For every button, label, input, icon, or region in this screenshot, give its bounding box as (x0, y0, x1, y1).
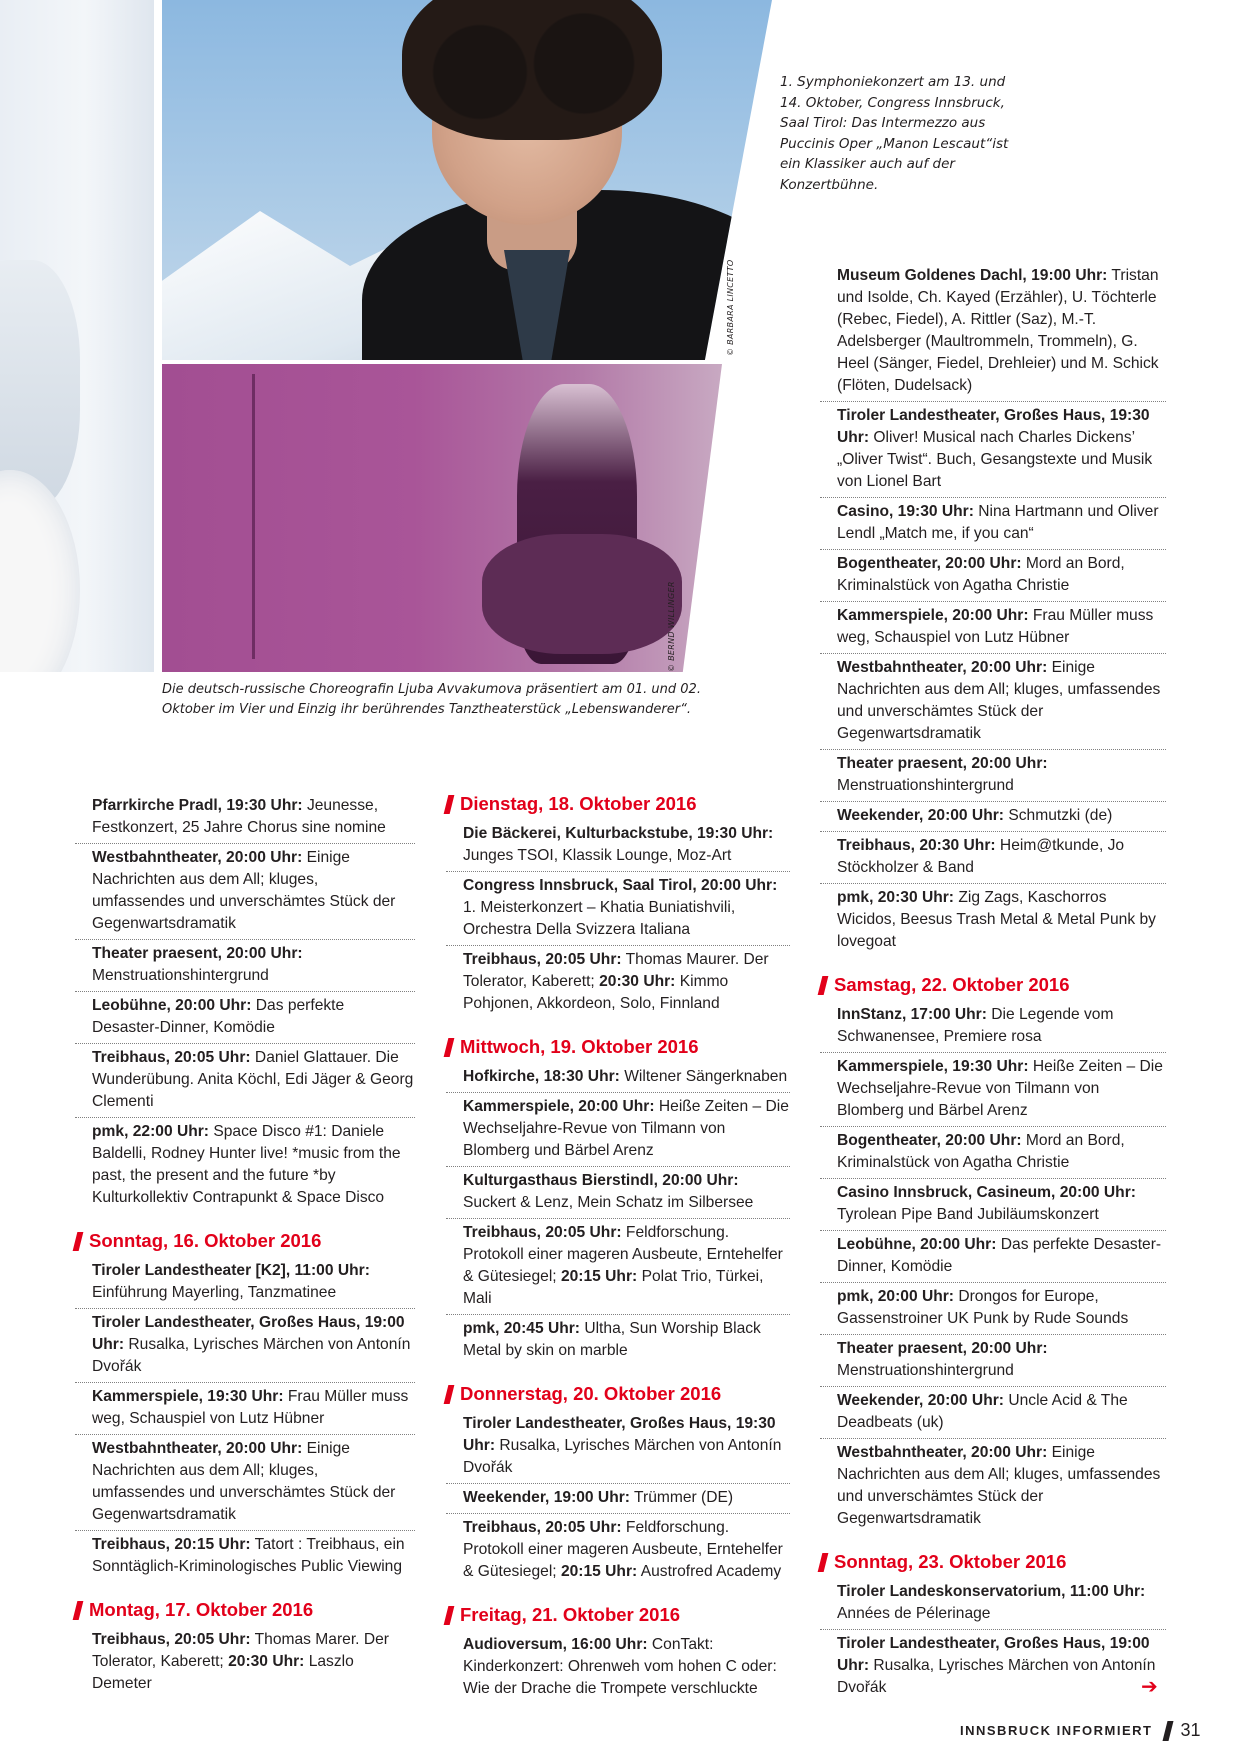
event-description: Oliver! Musical nach Charles Dickens’ „Oliver Twist“. Buch, Gesangstexte und Musik von Lionel Bart (837, 429, 1153, 490)
event-venue-time: Congress Innsbruck, Saal Tirol, 20:00 Uhr: (463, 877, 778, 894)
event-description: Heim@tkunde, Jo Stöckholzer & Band (837, 837, 1125, 876)
event-list (820, 262, 1166, 957)
day-heading: Samstag, 22. Oktober 2016 (820, 973, 1166, 997)
event-entry (820, 1387, 1166, 1439)
day-heading: Montag, 17. Oktober 2016 (75, 1598, 415, 1622)
continue-arrow-icon: ➔ (1141, 1674, 1158, 1698)
event-entry (75, 1044, 415, 1118)
event-venue-time: Kammerspiele, 19:30 Uhr: (92, 1388, 284, 1405)
day-heading: Sonntag, 16. Oktober 2016 (75, 1229, 415, 1253)
event-venue-time: Casino, 19:30 Uhr: (837, 503, 974, 520)
event-description: Die Legende vom Schwanensee, Premiere rosa (837, 1006, 1114, 1045)
event-description: Menstruationshintergrund (837, 777, 1014, 794)
event-venue-time: Die Bäckerei, Kulturbackstube, 19:30 Uhr: (463, 825, 774, 842)
event-entry (446, 946, 790, 1019)
photo-choreographer (162, 364, 722, 672)
event-description: Einige Nachrichten aus dem All; kluges, umfassendes und unverschämtes Stück der Gegenwartsdramatik (92, 849, 396, 932)
event-description: Das perfekte Desaster-Dinner, Komödie (92, 997, 345, 1036)
event-venue-time: Pfarrkirche Pradl, 19:30 Uhr: (92, 797, 303, 814)
event-venue-time: pmk, 20:30 Uhr: (837, 889, 954, 906)
event-description: Einige Nachrichten aus dem All; kluges, umfassendes und unverschämtes Stück der Gegenwartsdramatik (92, 1440, 396, 1523)
event-entry (75, 792, 415, 844)
event-description: Menstruationshintergrund (837, 1362, 1014, 1379)
event-time-secondary: 20:30 Uhr: (223, 1653, 305, 1670)
footer-divider (1162, 1721, 1173, 1741)
day-marker (73, 1601, 84, 1620)
day-heading: Freitag, 21. Oktober 2016 (446, 1603, 790, 1627)
day-heading: Donnerstag, 20. Oktober 2016 (446, 1382, 790, 1406)
event-entry (75, 1435, 415, 1531)
event-entry (820, 1231, 1166, 1283)
event-description: Tyrolean Pipe Band Jubiläumskonzert (837, 1206, 1099, 1223)
event-venue-time: Weekender, 20:00 Uhr: (837, 1392, 1004, 1409)
event-venue-time: Treibhaus, 20:30 Uhr: (837, 837, 996, 854)
event-venue-time: Treibhaus, 20:05 Uhr: (463, 1519, 622, 1536)
event-entry (75, 1383, 415, 1435)
event-entry (820, 402, 1166, 498)
event-venue-time: Weekender, 20:00 Uhr: (837, 807, 1004, 824)
event-venue-time: Audioversum, 16:00 Uhr: (463, 1636, 648, 1653)
event-description: Das perfekte Desaster-Dinner, Komödie (837, 1236, 1162, 1275)
event-venue-time: pmk, 22:00 Uhr: (92, 1123, 209, 1140)
event-description: Einige Nachrichten aus dem All; kluges, umfassendes und unverschämtes Stück der Gegenwartsdramatik (837, 1444, 1161, 1527)
event-description: Jeunesse, Festkonzert, 25 Jahre Chorus sine nomine (92, 797, 386, 836)
caption-symphony: 1. Symphoniekonzert am 13. und 14. Oktober, Congress Innsbruck, Saal Tirol: Das Intermezzo aus Puccinis Oper „Manon Lescaut“ist ein Klassiker auch auf der Konzertbühne. (780, 74, 1009, 193)
event-description: Menstruationshintergrund (92, 967, 269, 984)
event-entry (446, 1514, 790, 1587)
event-entry (820, 1578, 1166, 1630)
event-description-secondary: Polat Trio, Türkei, Mali (463, 1268, 764, 1307)
day-marker (444, 1038, 455, 1057)
event-venue-time: Treibhaus, 20:05 Uhr: (92, 1049, 251, 1066)
event-entry (75, 1118, 415, 1213)
photo-symphony-conductor (162, 0, 772, 360)
event-list (75, 1257, 415, 1582)
event-list (820, 1001, 1166, 1534)
day-heading: Dienstag, 18. Oktober 2016 (446, 792, 790, 816)
event-entry (820, 832, 1166, 884)
event-entry (446, 820, 790, 872)
event-description: Heiße Zeiten – Die Wechseljahre-Revue von Tilmann von Blomberg und Bärbel Arenz (463, 1098, 789, 1159)
event-description: Feldforschung. Protokoll einer mageren Ausbeute, Erntehelfer & Gütesiegel; (463, 1519, 783, 1580)
event-venue-time: Theater praesent, 20:00 Uhr: (837, 1340, 1048, 1357)
day-marker (444, 1606, 455, 1625)
event-venue-time: Kammerspiele, 20:00 Uhr: (837, 607, 1029, 624)
event-entry (446, 872, 790, 946)
event-venue-time: Tiroler Landestheater, Großes Haus, 19:00 Uhr: (837, 1635, 1150, 1674)
event-entry (446, 1219, 790, 1315)
event-description: Nina Hartmann und Oliver Lendl „Match me, if you can“ (837, 503, 1159, 542)
event-description: Einige Nachrichten aus dem All; kluges, umfassendes und unverschämtes Stück der Gegenwartsdramatik (837, 659, 1161, 742)
event-column-2 (446, 792, 790, 1704)
event-list (446, 1063, 790, 1366)
event-venue-time: Tiroler Landestheater, Großes Haus, 19:30 Uhr: (837, 407, 1150, 446)
event-description: Rusalka, Lyrisches Märchen von Antonín Dvořák (92, 1336, 411, 1375)
event-description: Tristan und Isolde, Ch. Kayed (Erzähler), U. Töchterle (Rebec, Fiedel), A. Rittler (Saz), M.-T. Adelsberger (Maultrommeln, Trommeln), G. Heel (Sänger, Fiedel, Drehleier) und M. Schick (Flöten, Dudelsack) (837, 267, 1159, 394)
event-venue-time: Theater praesent, 20:00 Uhr: (837, 755, 1048, 772)
event-list (75, 1626, 415, 1699)
event-list (820, 1578, 1166, 1703)
event-description: Rusalka, Lyrisches Märchen von Antonín Dvořák (837, 1657, 1156, 1696)
event-entry (820, 1283, 1166, 1335)
event-entry (446, 1484, 790, 1514)
event-venue-time: Westbahntheater, 20:00 Uhr: (837, 1444, 1048, 1461)
event-venue-time: pmk, 20:00 Uhr: (837, 1288, 954, 1305)
event-entry (820, 1127, 1166, 1179)
event-entry (75, 1257, 415, 1309)
event-description: Thomas Marer. Der Tolerator, Kaberett; (92, 1631, 389, 1670)
event-time-secondary: 20:15 Uhr: (556, 1268, 638, 1285)
event-description: Feldforschung. Protokoll einer mageren Ausbeute, Erntehelfer & Gütesiegel; (463, 1224, 783, 1285)
day-marker (444, 1385, 455, 1404)
day-heading: Mittwoch, 19. Oktober 2016 (446, 1035, 790, 1059)
event-description: Junges TSOI, Klassik Lounge, Moz-Art (463, 847, 732, 864)
event-entry (820, 262, 1166, 402)
event-entry (820, 550, 1166, 602)
photo-left-portrait (0, 0, 154, 672)
photo-credit-2: © BERND WILLINGER (667, 581, 676, 672)
event-description: Zig Zags, Kaschorros Wicidos, Beesus Trash Metal & Metal Punk by lovegoat (837, 889, 1156, 950)
event-description: Daniel Glattauer. Die Wunderübung. Anita Köchl, Edi Jäger & Georg Clementi (92, 1049, 414, 1110)
event-time-secondary: 20:30 Uhr: (594, 973, 676, 990)
event-venue-time: Westbahntheater, 20:00 Uhr: (837, 659, 1048, 676)
event-venue-time: Tiroler Landestheater, Großes Haus, 19:30 Uhr: (463, 1415, 776, 1454)
event-venue-time: Tiroler Landeskonservatorium, 11:00 Uhr: (837, 1583, 1146, 1600)
event-description: Frau Müller muss weg, Schauspiel von Lutz Hübner (92, 1388, 409, 1427)
event-entry (820, 1439, 1166, 1534)
event-description: Mord an Bord, Kriminalstück von Agatha Christie (837, 555, 1125, 594)
event-description: Frau Müller muss weg, Schauspiel von Lutz Hübner (837, 607, 1154, 646)
event-description: Tatort : Treibhaus, ein Sonntäglich-Kriminologisches Public Viewing (92, 1536, 405, 1575)
event-entry (75, 940, 415, 992)
event-venue-time: Treibhaus, 20:15 Uhr: (92, 1536, 251, 1553)
day-marker (73, 1232, 84, 1251)
event-column-1 (75, 792, 415, 1699)
event-description: ConTakt: Kinderkonzert: Ohrenweh vom hohen C oder: Wie der Drache die Trompete verschluckte (463, 1636, 777, 1697)
event-entry (446, 1631, 790, 1704)
event-column-3 (820, 262, 1166, 1703)
event-description-secondary: Kimmo Pohjonen, Akkordeon, Solo, Finnland (463, 973, 729, 1012)
event-entry (75, 1309, 415, 1383)
event-entry (820, 654, 1166, 750)
event-description: Heiße Zeiten – Die Wechseljahre-Revue von Tilmann von Blomberg und Bärbel Arenz (837, 1058, 1163, 1119)
event-entry (820, 750, 1166, 802)
event-entry (820, 498, 1166, 550)
event-description: Wiltener Sängerknaben (619, 1068, 788, 1085)
event-venue-time: Theater praesent, 20:00 Uhr: (92, 945, 303, 962)
event-entry (75, 1626, 415, 1699)
event-entry (75, 992, 415, 1044)
event-venue-time: Bogentheater, 20:00 Uhr: (837, 555, 1022, 572)
event-description: Thomas Maurer. Der Tolerator, Kaberett; (463, 951, 769, 990)
event-venue-time: Kulturgasthaus Bierstindl, 20:00 Uhr: (463, 1172, 739, 1189)
event-description-secondary: Laszlo Demeter (92, 1653, 354, 1692)
page-number: 31 (1180, 1720, 1201, 1740)
event-venue-time: Weekender, 19:00 Uhr: (463, 1489, 630, 1506)
event-entry (446, 1315, 790, 1366)
event-description: Uncle Acid & The Deadbeats (uk) (837, 1392, 1128, 1431)
event-venue-time: Tiroler Landestheater [K2], 11:00 Uhr: (92, 1262, 370, 1279)
event-venue-time: Treibhaus, 20:05 Uhr: (92, 1631, 251, 1648)
event-description-secondary: Austrofred Academy (637, 1563, 782, 1580)
event-description: Drongos for Europe, Gassenstroiner UK Punk by Rude Sounds (837, 1288, 1129, 1327)
event-description: Space Disco #1: Daniele Baldelli, Rodney Hunter live! *music from the past, the present and the future *by Kulturkollektiv Contrapunkt & Space Disco (92, 1123, 401, 1206)
event-entry (446, 1410, 790, 1484)
day-marker (444, 795, 455, 814)
event-venue-time: Bogentheater, 20:00 Uhr: (837, 1132, 1022, 1149)
event-description: Ultha, Sun Worship Black Metal by skin on marble (463, 1320, 761, 1359)
event-entry (820, 884, 1166, 957)
event-entry (820, 1001, 1166, 1053)
event-entry (820, 1179, 1166, 1231)
event-entry (820, 602, 1166, 654)
event-entry (820, 1053, 1166, 1127)
event-list (446, 820, 790, 1019)
event-entry (446, 1063, 790, 1093)
event-venue-time: Casino Innsbruck, Casineum, 20:00 Uhr: (837, 1184, 1136, 1201)
caption-choreographer: Die deutsch-russische Choreografin Ljuba Avvakumova präsentiert am 01. und 02. Oktober im Vier und Einzig ihr berührendes Tanztheaterstück „Lebenswanderer“. (162, 682, 701, 717)
event-list (446, 1410, 790, 1587)
event-description: Mord an Bord, Kriminalstück von Agatha Christie (837, 1132, 1125, 1171)
event-entry (820, 1335, 1166, 1387)
day-marker (818, 976, 829, 995)
event-venue-time: Leobühne, 20:00 Uhr: (92, 997, 252, 1014)
event-venue-time: Hofkirche, 18:30 Uhr: (463, 1068, 620, 1085)
event-venue-time: Westbahntheater, 20:00 Uhr: (92, 849, 303, 866)
event-venue-time: Treibhaus, 20:05 Uhr: (463, 1224, 622, 1241)
event-description: Schmutzki (de) (1004, 807, 1113, 824)
event-venue-time: Leobühne, 20:00 Uhr: (837, 1236, 997, 1253)
event-list (446, 1631, 790, 1704)
event-description: Einführung Mayerling, Tanzmatinee (92, 1284, 337, 1301)
page-footer (960, 1720, 1201, 1741)
event-description: 1. Meisterkonzert – Khatia Buniatishvili, Orchestra Della Svizzera Italiana (463, 899, 736, 938)
day-marker (818, 1553, 829, 1572)
event-venue-time: Treibhaus, 20:05 Uhr: (463, 951, 622, 968)
event-list (75, 792, 415, 1213)
event-venue-time: pmk, 20:45 Uhr: (463, 1320, 580, 1337)
event-entry (820, 802, 1166, 832)
event-entry (446, 1093, 790, 1167)
event-venue-time: Kammerspiele, 20:00 Uhr: (463, 1098, 655, 1115)
event-description: Suckert & Lenz, Mein Schatz im Silbersee (463, 1194, 754, 1211)
event-entry (446, 1167, 790, 1219)
photo-credit-1: © BARBARA LINCETTO (726, 259, 735, 356)
event-entry (820, 1630, 1166, 1703)
footer-publication-title: INNSBRUCK INFORMIERT (960, 1723, 1153, 1738)
event-entry (75, 1531, 415, 1582)
day-heading: Sonntag, 23. Oktober 2016 (820, 1550, 1166, 1574)
event-description: Trümmer (DE) (630, 1489, 734, 1506)
event-venue-time: Museum Goldenes Dachl, 19:00 Uhr: (837, 267, 1108, 284)
event-entry (75, 844, 415, 940)
event-time-secondary: 20:15 Uhr: (556, 1563, 638, 1580)
event-venue-time: Kammerspiele, 19:30 Uhr: (837, 1058, 1029, 1075)
event-venue-time: InnStanz, 17:00 Uhr: (837, 1006, 987, 1023)
event-venue-time: Tiroler Landestheater, Großes Haus, 19:00 Uhr: (92, 1314, 405, 1353)
event-venue-time: Westbahntheater, 20:00 Uhr: (92, 1440, 303, 1457)
event-description: Années de Pélerinage (837, 1605, 991, 1622)
event-description: Rusalka, Lyrisches Märchen von Antonín Dvořák (463, 1437, 782, 1476)
